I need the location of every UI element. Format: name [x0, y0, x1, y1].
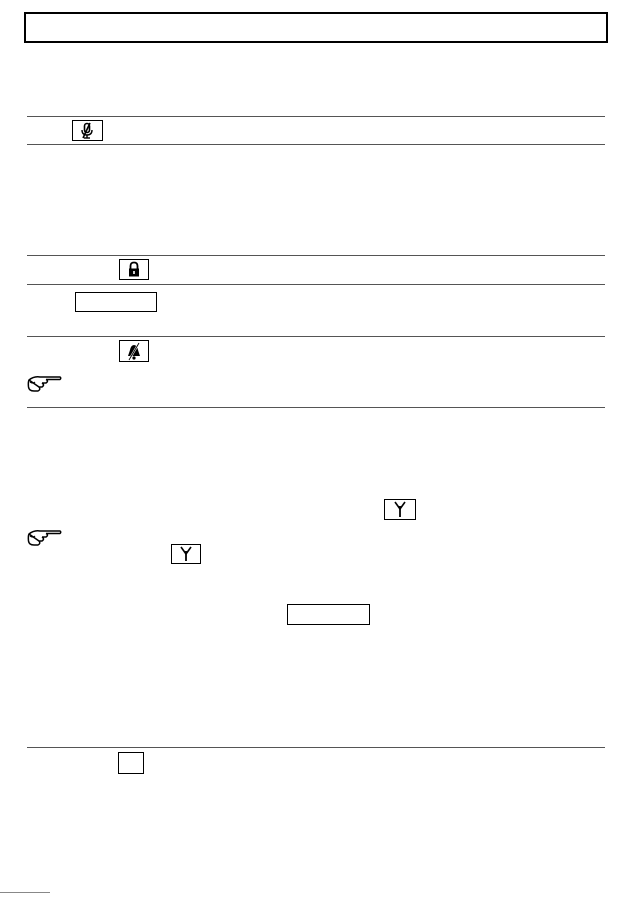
- divider: [27, 255, 605, 256]
- page-edge-mark: [0, 892, 50, 893]
- divider: [27, 336, 605, 337]
- pointing-hand-icon: [26, 527, 62, 549]
- divider: [27, 747, 605, 748]
- antenna-icon: [384, 499, 416, 520]
- divider: [27, 407, 605, 408]
- pointing-hand-icon: [26, 373, 62, 395]
- display-box: [287, 604, 370, 625]
- blank-key: [118, 752, 144, 774]
- page-header-frame: [24, 12, 608, 43]
- antenna-icon: [171, 544, 201, 564]
- mic-off-icon: [72, 120, 103, 141]
- divider: [27, 284, 605, 285]
- divider: [27, 116, 605, 117]
- bell-off-icon: [119, 340, 149, 362]
- divider: [27, 144, 605, 145]
- padlock-icon: [119, 259, 149, 280]
- display-box: [75, 292, 157, 312]
